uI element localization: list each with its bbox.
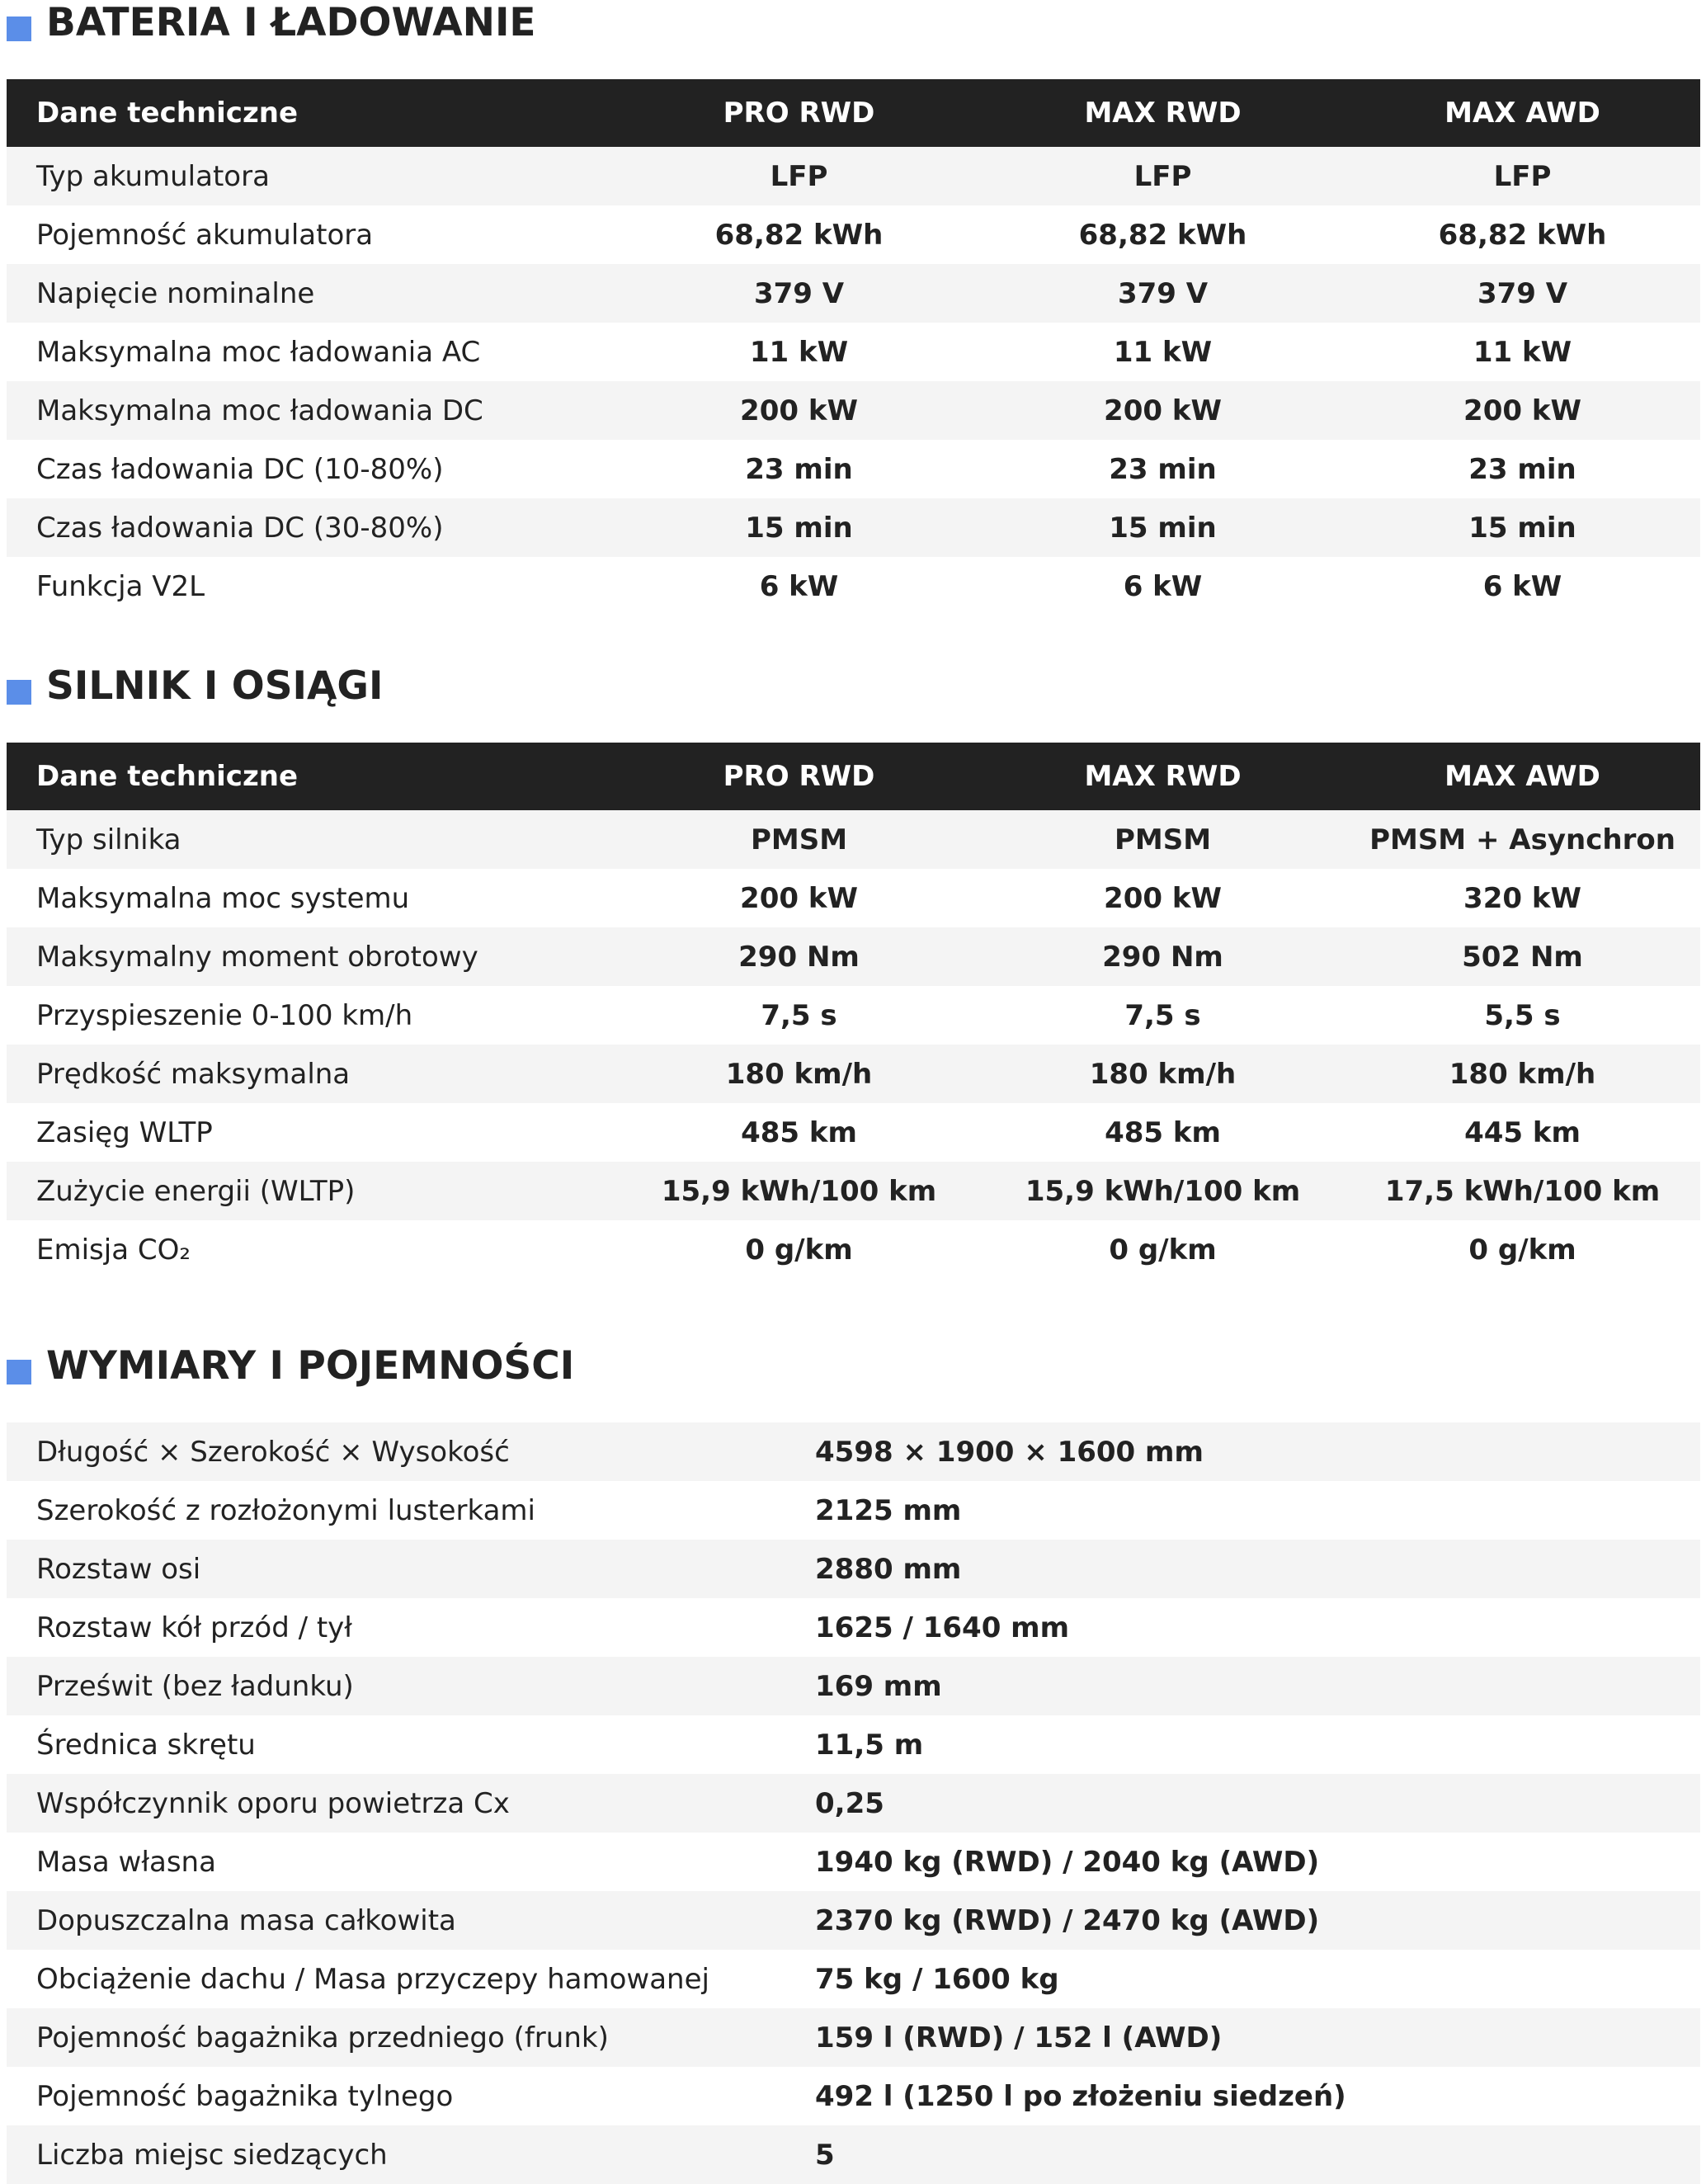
section-marker <box>7 17 31 41</box>
row-value: 5 <box>815 2138 835 2172</box>
table-row <box>7 1481 1700 1540</box>
row-label: Pojemność akumulatora <box>36 218 374 252</box>
section-title: SILNIK I OSIĄGI <box>46 663 384 709</box>
row-value: 180 km/h <box>725 1057 873 1091</box>
section-marker <box>7 680 31 705</box>
row-label: Liczba miejsc siedzących <box>36 2138 388 2172</box>
table-row <box>7 2067 1700 2125</box>
row-value: 15,9 kWh/100 km <box>661 1174 937 1208</box>
row-label: Prędkość maksymalna <box>36 1057 351 1091</box>
row-value: 68,82 kWh <box>1078 218 1247 252</box>
row-value: 68,82 kWh <box>1438 218 1607 252</box>
row-value: 2370 kg (RWD) / 2470 kg (AWD) <box>815 1903 1320 1937</box>
row-value: 4598 × 1900 × 1600 mm <box>815 1435 1204 1469</box>
header-cell-pro-rwd: PRO RWD <box>723 760 875 793</box>
row-value: 75 kg / 1600 kg <box>815 1962 1059 1996</box>
table-row <box>7 1103 1700 1162</box>
section-battery <box>7 0 1700 616</box>
row-label: Pojemność bagażnika przedniego (frunk) <box>36 2021 609 2054</box>
section-header <box>7 0 1700 46</box>
header-cell-pro-rwd: PRO RWD <box>723 97 875 130</box>
row-label: Maksymalna moc ładowania DC <box>36 394 483 427</box>
row-value: 2880 mm <box>815 1552 962 1586</box>
row-label: Masa własna <box>36 1845 216 1879</box>
table-row <box>7 264 1700 323</box>
row-label: Napięcie nominalne <box>36 276 315 310</box>
row-value: 0,25 <box>815 1786 884 1820</box>
row-value: 23 min <box>1468 452 1576 486</box>
row-value: 23 min <box>1109 452 1217 486</box>
row-label: Rozstaw kół przód / tył <box>36 1611 352 1644</box>
row-label: Typ silnika <box>36 823 181 856</box>
header-cell-max-rwd: MAX RWD <box>1084 760 1242 793</box>
table-row <box>7 1540 1700 1598</box>
row-label: Obciążenie dachu / Masa przyczepy hamowanej <box>36 1962 709 1996</box>
table-header-row <box>7 743 1700 810</box>
row-label: Przyspieszenie 0-100 km/h <box>36 998 413 1032</box>
row-value: 169 mm <box>815 1669 942 1703</box>
row-value: 379 V <box>1117 276 1209 310</box>
row-label: Typ akumulatora <box>36 159 270 193</box>
table-row <box>7 1950 1700 2008</box>
row-value: 200 kW <box>1104 881 1222 915</box>
row-value: 11 kW <box>1473 335 1572 369</box>
row-value: 68,82 kWh <box>714 218 884 252</box>
row-value: 0 g/km <box>745 1233 853 1267</box>
row-value: 200 kW <box>740 394 858 427</box>
row-label: Rozstaw osi <box>36 1552 201 1586</box>
row-value: 492 l (1250 l po złożeniu siedzeń) <box>815 2079 1346 2113</box>
row-value: 0 g/km <box>1109 1233 1217 1267</box>
table-row <box>7 557 1700 616</box>
row-value: PMSM + Asynchron <box>1369 823 1675 856</box>
row-label: Czas ładowania DC (10-80%) <box>36 452 444 486</box>
table-row <box>7 323 1700 381</box>
row-value: 379 V <box>753 276 845 310</box>
row-value: LFP <box>1133 159 1192 193</box>
table-row <box>7 1422 1700 1481</box>
row-label: Maksymalny moment obrotowy <box>36 940 478 974</box>
row-label: Emisja CO₂ <box>36 1233 191 1267</box>
table-row <box>7 1715 1700 1774</box>
row-value: 290 Nm <box>1102 940 1223 974</box>
row-value: 11,5 m <box>815 1728 924 1762</box>
row-value: 17,5 kWh/100 km <box>1384 1174 1661 1208</box>
table-row <box>7 1891 1700 1950</box>
table-row <box>7 927 1700 986</box>
row-value: 15,9 kWh/100 km <box>1025 1174 1301 1208</box>
row-value: 6 kW <box>759 569 839 603</box>
table-row <box>7 1045 1700 1103</box>
table-row <box>7 440 1700 498</box>
table-row <box>7 1220 1700 1279</box>
row-value: 5,5 s <box>1484 998 1561 1032</box>
row-value: 379 V <box>1477 276 1568 310</box>
row-value: 0 g/km <box>1468 1233 1576 1267</box>
row-value: 15 min <box>1109 511 1217 545</box>
table-row <box>7 381 1700 440</box>
table-row <box>7 1657 1700 1715</box>
row-label: Zasięg WLTP <box>36 1116 213 1149</box>
row-value: 1940 kg (RWD) / 2040 kg (AWD) <box>815 1845 1320 1879</box>
spec-table <box>7 79 1700 616</box>
table-row <box>7 205 1700 264</box>
row-value: 485 km <box>741 1116 857 1149</box>
header-cell-label: Dane techniczne <box>36 97 299 130</box>
row-value: 320 kW <box>1463 881 1581 915</box>
row-label: Maksymalna moc systemu <box>36 881 410 915</box>
table-row <box>7 1162 1700 1220</box>
row-value: 7,5 s <box>761 998 837 1032</box>
row-value: 11 kW <box>1113 335 1213 369</box>
row-value: 445 km <box>1464 1116 1581 1149</box>
row-value: 6 kW <box>1123 569 1203 603</box>
table-header-row <box>7 79 1700 147</box>
row-value: 15 min <box>1468 511 1576 545</box>
row-value: 502 Nm <box>1462 940 1583 974</box>
row-label: Współczynnik oporu powietrza Cx <box>36 1786 510 1820</box>
row-label: Dopuszczalna masa całkowita <box>36 1903 456 1937</box>
row-label: Maksymalna moc ładowania AC <box>36 335 481 369</box>
table-row <box>7 498 1700 557</box>
section-title: BATERIA I ŁADOWANIE <box>46 0 536 45</box>
table-row <box>7 1774 1700 1833</box>
row-value: 15 min <box>745 511 853 545</box>
row-value: 7,5 s <box>1124 998 1201 1032</box>
dimensions-table <box>7 1422 1700 2184</box>
row-value: 200 kW <box>1104 394 1222 427</box>
row-value: LFP <box>1493 159 1552 193</box>
row-label: Pojemność bagażnika tylnego <box>36 2079 454 2113</box>
row-value: 180 km/h <box>1449 1057 1596 1091</box>
section-header <box>7 1343 1700 1389</box>
row-value: 1625 / 1640 mm <box>815 1611 1070 1644</box>
header-cell-max-awd: MAX AWD <box>1444 97 1600 130</box>
row-value: 23 min <box>745 452 853 486</box>
row-value: PMSM <box>1114 823 1212 856</box>
row-label: Szerokość z rozłożonymi lusterkami <box>36 1493 535 1527</box>
header-cell-label: Dane techniczne <box>36 760 299 793</box>
row-value: LFP <box>770 159 828 193</box>
row-label: Funkcja V2L <box>36 569 205 603</box>
table-row <box>7 986 1700 1045</box>
row-label: Czas ładowania DC (30-80%) <box>36 511 444 545</box>
row-value: 2125 mm <box>815 1493 962 1527</box>
section-engine <box>7 663 1700 1279</box>
table-row <box>7 1833 1700 1891</box>
table-row <box>7 2008 1700 2067</box>
row-label: Zużycie energii (WLTP) <box>36 1174 356 1208</box>
section-marker <box>7 1360 31 1384</box>
row-value: 290 Nm <box>738 940 860 974</box>
table-row <box>7 810 1700 869</box>
row-value: 485 km <box>1105 1116 1221 1149</box>
table-row <box>7 1598 1700 1657</box>
row-value: PMSM <box>750 823 848 856</box>
section-title: WYMIARY I POJEMNOŚCI <box>46 1343 575 1389</box>
row-value: 200 kW <box>1463 394 1581 427</box>
row-value: 159 l (RWD) / 152 l (AWD) <box>815 2021 1223 2054</box>
row-value: 200 kW <box>740 881 858 915</box>
section-header <box>7 663 1700 710</box>
row-value: 180 km/h <box>1089 1057 1237 1091</box>
header-cell-max-rwd: MAX RWD <box>1084 97 1242 130</box>
row-label: Długość × Szerokość × Wysokość <box>36 1435 510 1469</box>
row-value: 11 kW <box>749 335 849 369</box>
header-cell-max-awd: MAX AWD <box>1444 760 1600 793</box>
table-row <box>7 2125 1700 2184</box>
table-row <box>7 869 1700 927</box>
row-label: Średnica skrętu <box>36 1728 256 1762</box>
section-dimensions <box>7 1343 1700 2184</box>
row-value: 6 kW <box>1482 569 1562 603</box>
table-row <box>7 147 1700 205</box>
row-label: Prześwit (bez ładunku) <box>36 1669 354 1703</box>
spec-table <box>7 743 1700 1279</box>
